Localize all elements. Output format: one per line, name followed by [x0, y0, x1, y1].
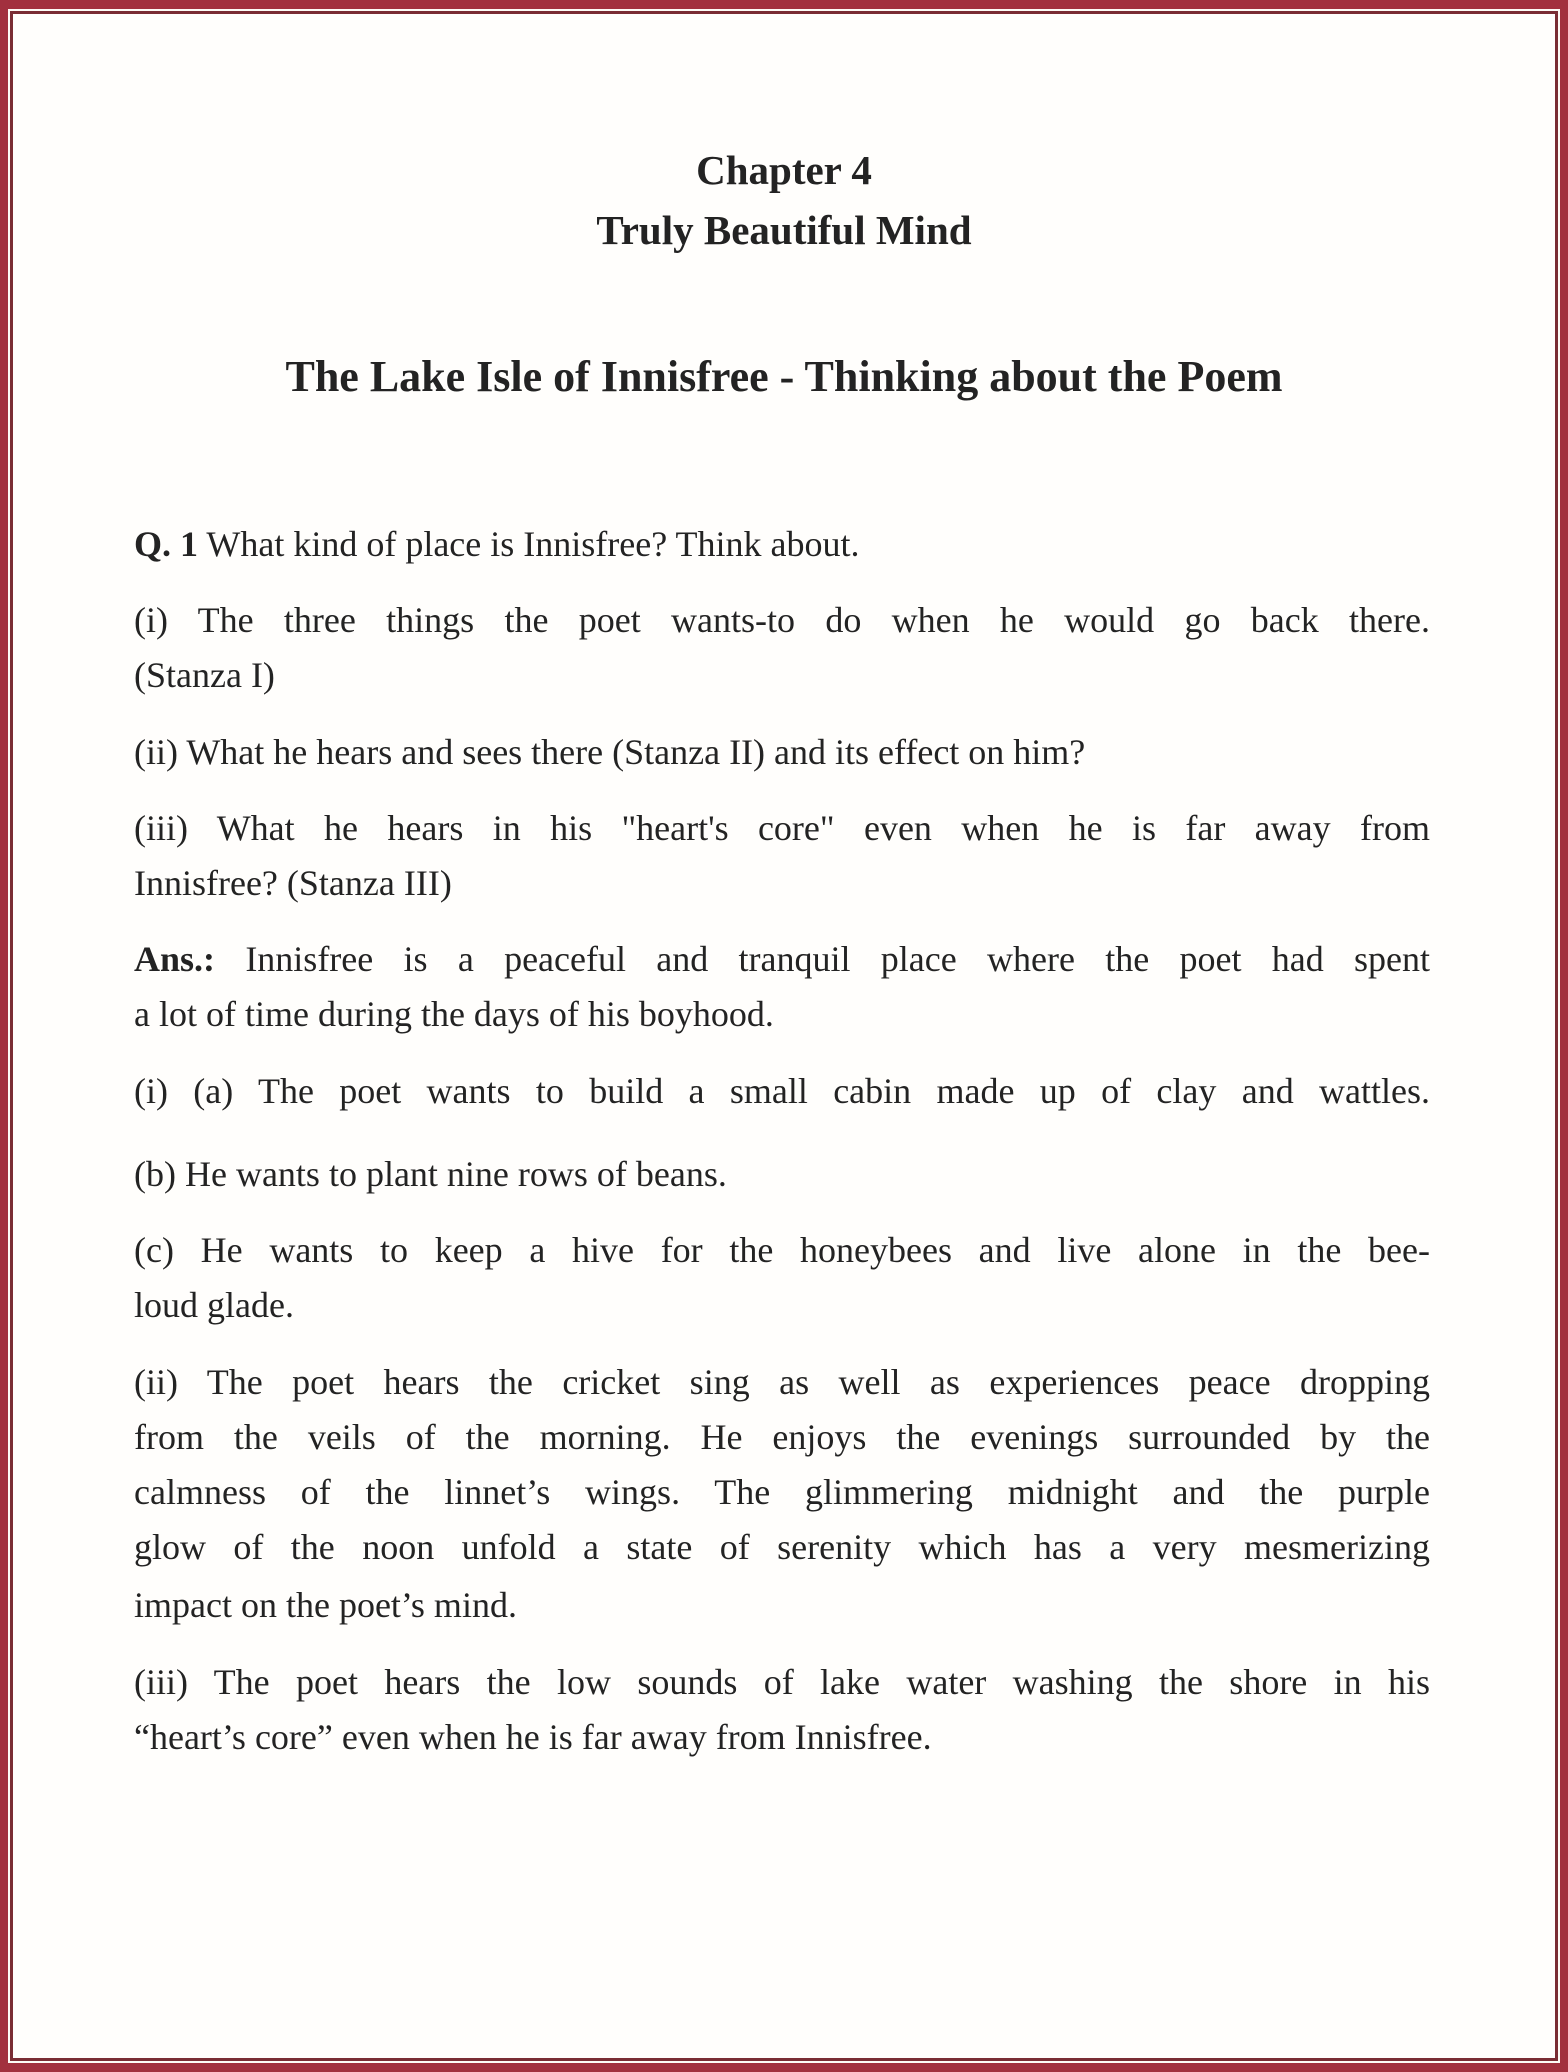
- question-part-line: Innisfree? (Stanza III): [134, 863, 452, 903]
- answer-part-line: “heart’s core” even when he is far away from Innisfree.: [134, 1717, 932, 1757]
- answer-part-line: (ii) The poet hears the cricket sing as well as experiences peace dropping: [134, 1362, 1430, 1402]
- answer-part-line: calmness of the linnet’s wings. The glimmering midnight and the purple: [134, 1472, 1430, 1512]
- question-part-line: (i) The three things the poet wants-to do when he would go back there.: [134, 600, 1430, 640]
- answer-intro-line: a lot of time during the days of his boyhood.: [134, 994, 774, 1034]
- question-part-line: (iii) What he hears in his "heart's core" even when he is far away from: [134, 808, 1430, 848]
- answer-part-line: impact on the poet’s mind.: [134, 1585, 517, 1625]
- question-heading: [134, 526, 1430, 562]
- answer-part-line: (b) He wants to plant nine rows of beans.: [134, 1154, 727, 1194]
- answer-part-line: (c) He wants to keep a hive for the honeybees and live alone in the bee-: [134, 1230, 1430, 1270]
- chapter-number: Chapter 4: [696, 147, 872, 193]
- answer-label: Ans.:: [134, 939, 216, 979]
- answer-intro-text: Innisfree is a peaceful and tranquil place where the poet had spent: [215, 939, 1430, 979]
- chapter-title: Truly Beautiful Mind: [596, 207, 972, 253]
- question-part-line: (Stanza I): [134, 655, 275, 695]
- question-label: Q. 1: [134, 524, 199, 564]
- answer-part-line: loud glade.: [134, 1285, 294, 1325]
- answer-intro-line: [134, 941, 1430, 977]
- answer-part-line: (iii) The poet hears the low sounds of lake water washing the shore in his: [134, 1662, 1430, 1702]
- answer-part-line: (i) (a) The poet wants to build a small cabin made up of clay and wattles.: [134, 1071, 1430, 1111]
- answer-part-line: from the veils of the morning. He enjoys the evenings surrounded by the: [134, 1417, 1430, 1457]
- section-title: The Lake Isle of Innisfree - Thinking about the Poem: [285, 352, 1283, 401]
- answer-part-line: glow of the noon unfold a state of serenity which has a very mesmerizing: [134, 1527, 1430, 1567]
- question-text: What kind of place is Innisfree? Think about.: [198, 524, 860, 564]
- question-part-line: (ii) What he hears and sees there (Stanza II) and its effect on him?: [134, 732, 1086, 772]
